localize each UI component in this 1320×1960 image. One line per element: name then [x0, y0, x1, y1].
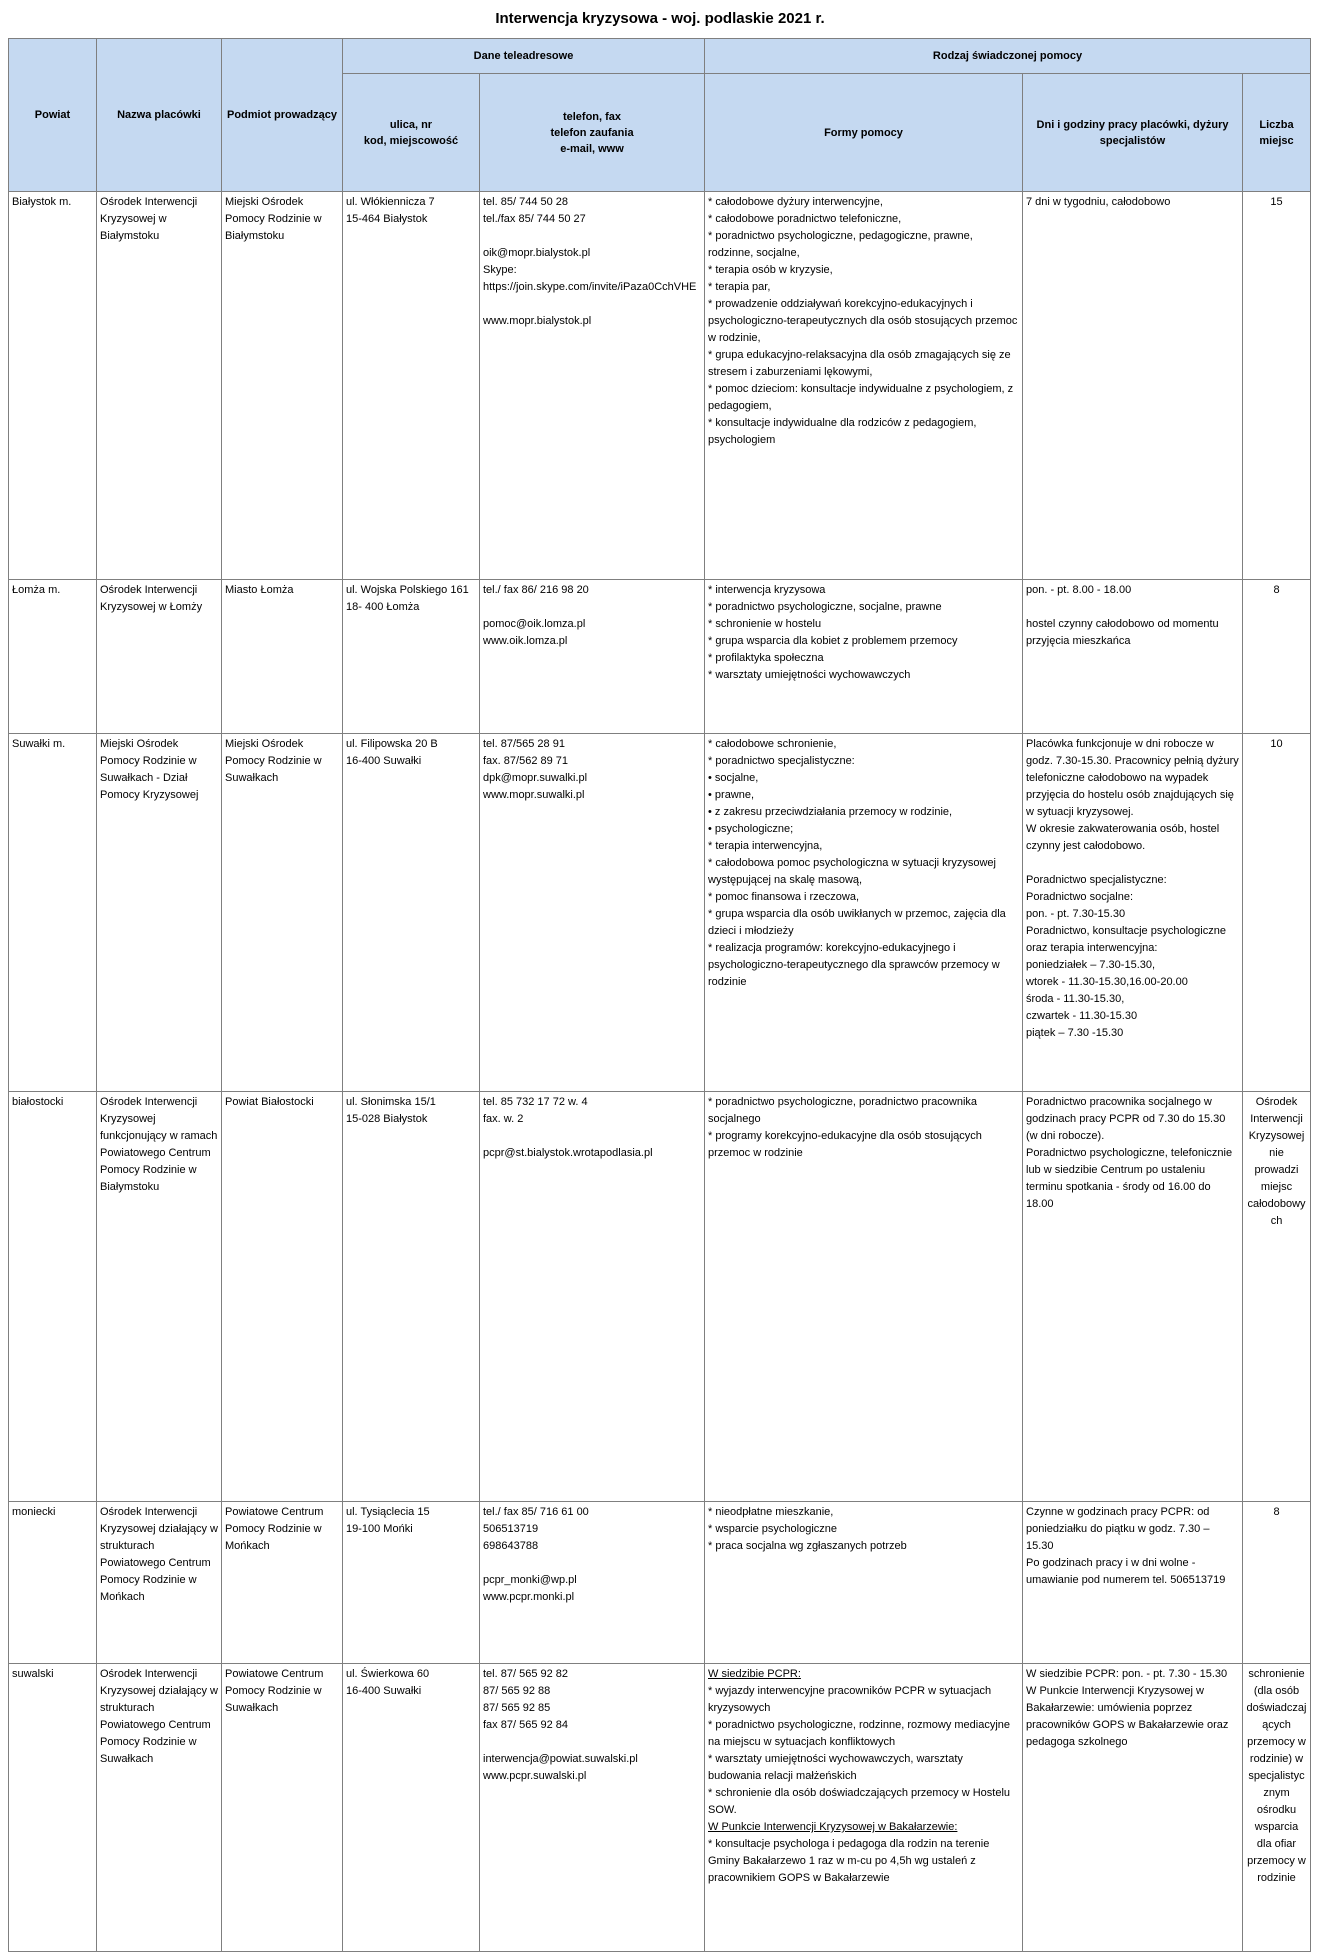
cell-formy: * interwencja kryzysowa * poradnictwo psychologiczne, socjalne, prawne * schronienie w hostelu * grupa wsparcia dla kobiet z problemem przemocy * profilaktyka społeczna * warsztaty umiejętności wychowawczych [705, 580, 1023, 734]
table-row [9, 192, 1311, 580]
crisis-intervention-table [8, 38, 1311, 1952]
cell-kontakt: tel. 85 732 17 72 w. 4 fax. w. 2 pcpr@st.bialystok.wrotapodlasia.pl [480, 1092, 705, 1502]
cell-nazwa: Miejski Ośrodek Pomocy Rodzinie w Suwałkach - Dział Pomocy Kryzysowej [97, 734, 222, 1092]
cell-podmiot: Powiat Białostocki [222, 1092, 343, 1502]
cell-nazwa: Ośrodek Interwencji Kryzysowej w Białymstoku [97, 192, 222, 580]
cell-liczba: 8 [1243, 580, 1311, 734]
cell-liczba: Ośrodek Interwencji Kryzysowej nie prowadzi miejsc całodobowych [1243, 1092, 1311, 1502]
header-dane-teleadresowe: Dane teleadresowe [343, 39, 705, 74]
cell-kontakt: tel. 87/ 565 92 82 87/ 565 92 88 87/ 565 92 85 fax 87/ 565 92 84 interwencja@powiat.suwalski.pl www.pcpr.suwalski.pl [480, 1664, 705, 1952]
table-header [9, 39, 1311, 192]
formy-heading-bakalarzewo: W Punkcie Interwencji Kryzysowej w Bakałarzewie: [708, 1821, 958, 1833]
cell-dni: Poradnictwo pracownika socjalnego w godzinach pracy PCPR od 7.30 do 15.30 (w dni robocze). Poradnictwo psychologiczne, telefonicznie lub w siedzibie Centrum po ustaleniu terminu spotkania - środy od 16.00 do 18.00 [1023, 1092, 1243, 1502]
cell-podmiot: Miejski Ośrodek Pomocy Rodzinie w Białymstoku [222, 192, 343, 580]
cell-kontakt: tel./ fax 85/ 716 61 00 506513719 698643788 pcpr_monki@wp.pl www.pcpr.monki.pl [480, 1502, 705, 1664]
cell-powiat: białostocki [9, 1092, 97, 1502]
cell-adres: ul. Wojska Polskiego 161 18- 400 Łomża [343, 580, 480, 734]
table-row [9, 734, 1311, 1092]
cell-adres: ul. Słonimska 15/1 15-028 Białystok [343, 1092, 480, 1502]
cell-powiat: Łomża m. [9, 580, 97, 734]
header-liczba: Liczba miejsc [1243, 74, 1311, 192]
cell-kontakt: tel./ fax 86/ 216 98 20 pomoc@oik.lomza.pl www.oik.lomza.pl [480, 580, 705, 734]
cell-powiat: Białystok m. [9, 192, 97, 580]
cell-dni: Czynne w godzinach pracy PCPR: od poniedziałku do piątku w godz. 7.30 – 15.30 Po godzinach pracy i w dni wolne - umawianie pod numerem tel. 506513719 [1023, 1502, 1243, 1664]
cell-liczba: 15 [1243, 192, 1311, 580]
formy-heading-pcpr: W siedzibie PCPR: [708, 1668, 801, 1680]
formy-list-bakalarzewo: * konsultacje psychologa i pedagoga dla rodzin na terenie Gminy Bakałarzewo 1 raz w m-cu po 4,5h wg ustaleń z pracownikiem GOPS w Bakałarzewie [708, 1838, 990, 1884]
header-formy: Formy pomocy [705, 74, 1023, 192]
cell-dni: 7 dni w tygodniu, całodobowo [1023, 192, 1243, 580]
cell-powiat: suwalski [9, 1664, 97, 1952]
cell-formy [705, 1664, 1023, 1952]
cell-adres: ul. Włókiennicza 7 15-464 Białystok [343, 192, 480, 580]
cell-podmiot: Powiatowe Centrum Pomocy Rodzinie w Suwałkach [222, 1664, 343, 1952]
cell-powiat: moniecki [9, 1502, 97, 1664]
page-title: Interwencja kryzysowa - woj. podlaskie 2021 r. [495, 10, 825, 27]
cell-nazwa: Ośrodek Interwencji Kryzysowej działający w strukturach Powiatowego Centrum Pomocy Rodzinie w Suwałkach [97, 1664, 222, 1952]
header-powiat: Powiat [9, 39, 97, 192]
cell-podmiot: Miasto Łomża [222, 580, 343, 734]
header-podmiot: Podmiot prowadzący [222, 39, 343, 192]
header-telefon: telefon, fax telefon zaufania e-mail, www [480, 74, 705, 192]
cell-liczba: schronienie (dla osób doświadczających przemocy w rodzinie) w specjalistycznym ośrodku wsparcia dla ofiar przemocy w rodzinie [1243, 1664, 1311, 1952]
table-row [9, 1502, 1311, 1664]
cell-liczba: 10 [1243, 734, 1311, 1092]
cell-kontakt: tel. 85/ 744 50 28 tel./fax 85/ 744 50 27 oik@mopr.bialystok.pl Skype: https://join.skype.com/invite/iPaza0CchVHE www.mopr.bialystok.pl [480, 192, 705, 580]
cell-kontakt: tel. 87/565 28 91 fax. 87/562 89 71 dpk@mopr.suwalki.pl www.mopr.suwalki.pl [480, 734, 705, 1092]
cell-podmiot: Miejski Ośrodek Pomocy Rodzinie w Suwałkach [222, 734, 343, 1092]
header-nazwa: Nazwa placówki [97, 39, 222, 192]
cell-nazwa: Ośrodek Interwencji Kryzysowej w Łomży [97, 580, 222, 734]
cell-formy: * całodobowe schronienie, * poradnictwo specjalistyczne: • socjalne, • prawne, • z zakresu przeciwdziałania przemocy w rodzinie, • psychologiczne; * terapia interwencyjna, * całodobowa pomoc psychologiczna w sytuacji kryzysowej występującej na skalę masową, * pomoc finansowa i rzeczowa, * grupa wsparcia dla osób uwikłanych w przemoc, zajęcia dla dzieci i młodzieży * realizacja programów: korekcyjno-edukacyjnego i psychologiczno-terapeutycznego dla sprawców przemocy w rodzinie [705, 734, 1023, 1092]
cell-liczba: 8 [1243, 1502, 1311, 1664]
cell-adres: ul. Tysiąclecia 15 19-100 Mońki [343, 1502, 480, 1664]
cell-adres: ul. Świerkowa 60 16-400 Suwałki [343, 1664, 480, 1952]
cell-nazwa: Ośrodek Interwencji Kryzysowej funkcjonujący w ramach Powiatowego Centrum Pomocy Rodzinie w Białymstoku [97, 1092, 222, 1502]
cell-formy: * poradnictwo psychologiczne, poradnictwo pracownika socjalnego * programy korekcyjno-edukacyjne dla osób stosujących przemoc w rodzinie [705, 1092, 1023, 1502]
header-ulica: ulica, nr kod, miejscowość [343, 74, 480, 192]
cell-nazwa: Ośrodek Interwencji Kryzysowej działający w strukturach Powiatowego Centrum Pomocy Rodzinie w Mońkach [97, 1502, 222, 1664]
cell-podmiot: Powiatowe Centrum Pomocy Rodzinie w Mońkach [222, 1502, 343, 1664]
header-rodzaj-pomocy: Rodzaj świadczonej pomocy [705, 39, 1311, 74]
table-row [9, 1664, 1311, 1952]
cell-dni: pon. - pt. 8.00 - 18.00 hostel czynny całodobowo od momentu przyjęcia mieszkańca [1023, 580, 1243, 734]
cell-formy: * całodobowe dyżury interwencyjne, * całodobowe poradnictwo telefoniczne, * poradnictwo psychologiczne, pedagogiczne, prawne, rodzinne, socjalne, * terapia osób w kryzysie, * terapia par, * prowadzenie oddziaływań korekcyjno-edukacyjnych i psychologiczno-terapeutycznych dla osób stosujących przemoc w rodzinie, * grupa edukacyjno-relaksacyjna dla osób zmagających się ze stresem i zaburzeniami lękowymi, * pomoc dzieciom: konsultacje indywidualne z psychologiem, z pedagogiem, * konsultacje indywidualne dla rodziców z pedagogiem, psychologiem [705, 192, 1023, 580]
cell-formy: * nieodpłatne mieszkanie, * wsparcie psychologiczne * praca socjalna wg zgłaszanych potrzeb [705, 1502, 1023, 1664]
cell-dni: Placówka funkcjonuje w dni robocze w godz. 7.30-15.30. Pracownicy pełnią dyżury telefoniczne całodobowo na wypadek przyjęcia do hostelu osób znajdujących się w sytuacji kryzysowej. W okresie zakwaterowania osób, hostel czynny jest całodobowo. Poradnictwo specjalistyczne: Poradnictwo socjalne: pon. - pt. 7.30-15.30 Poradnictwo, konsultacje psychologiczne oraz terapia interwencyjna: poniedziałek – 7.30-15.30, wtorek - 11.30-15.30,16.00-20.00 środa - 11.30-15.30, czwartek - 11.30-15.30 piątek – 7.30 -15.30 [1023, 734, 1243, 1092]
table-row [9, 580, 1311, 734]
header-dni: Dni i godziny pracy placówki, dyżury specjalistów [1023, 74, 1243, 192]
cell-powiat: Suwałki m. [9, 734, 97, 1092]
table-row [9, 1092, 1311, 1502]
cell-adres: ul. Filipowska 20 B 16-400 Suwałki [343, 734, 480, 1092]
cell-dni: W siedzibie PCPR: pon. - pt. 7.30 - 15.30 W Punkcie Interwencji Kryzysowej w Bakałarzewie: umówienia poprzez pracowników GOPS w Bakałarzewie oraz pedagoga szkolnego [1023, 1664, 1243, 1952]
formy-list-pcpr: * wyjazdy interwencyjne pracowników PCPR w sytuacjach kryzysowych * poradnictwo psychologiczne, rodzinne, rozmowy mediacyjne na miejscu w sytuacjach konfliktowych * warsztaty umiejętności wychowawczych, warsztaty budowania relacji małżeńskich * schronienie dla osób doświadczających przemocy w Hostelu SOW. [708, 1685, 1011, 1816]
